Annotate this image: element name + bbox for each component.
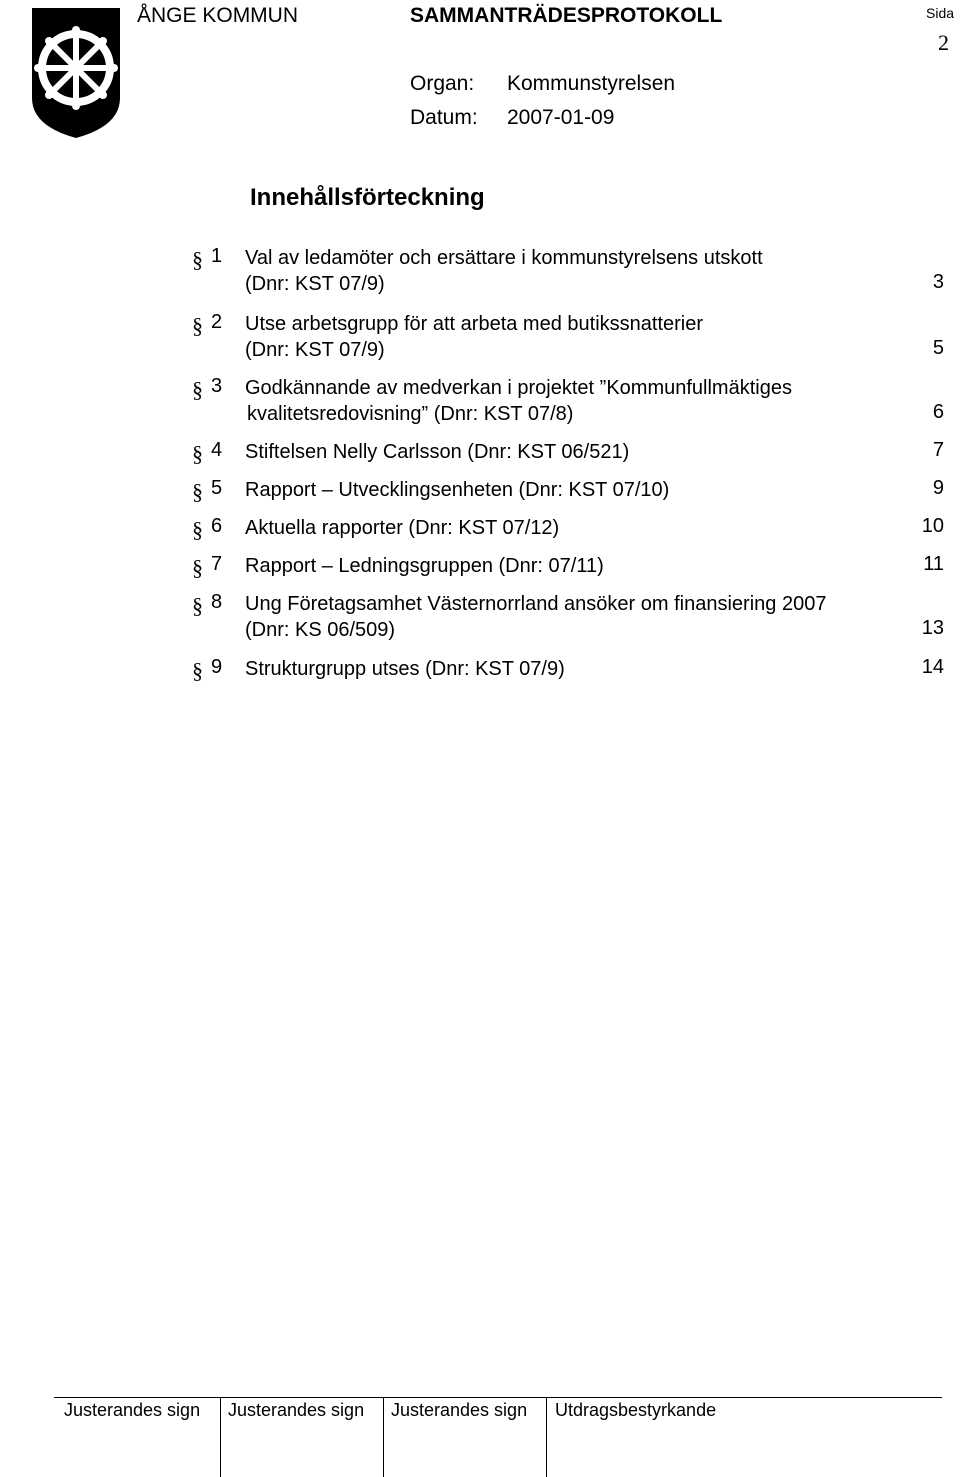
toc-item-page: 3 — [932, 271, 944, 293]
toc-item-number: 9 — [211, 656, 223, 678]
toc-item-title — [245, 439, 629, 465]
toc-item-page: 7 — [932, 439, 944, 461]
toc-item-number: 1 — [211, 245, 223, 267]
toc-item-title — [245, 245, 763, 297]
toc-title: Innehållsförteckning — [250, 184, 485, 211]
paragraph-symbol: § — [192, 658, 203, 683]
footer-divider — [220, 1397, 221, 1477]
footer-sign-label: Justerandes sign — [228, 1400, 365, 1420]
document-type: SAMMANTRÄDESPROTOKOLL — [410, 4, 723, 27]
footer-divider — [383, 1397, 384, 1477]
toc-item-title-line: Godkännande av medverkan i projektet ”Kommunfullmäktiges — [245, 377, 792, 399]
footer-sign-label: Justerandes sign — [391, 1400, 528, 1420]
paragraph-symbol: § — [192, 593, 203, 618]
toc-item-title — [245, 375, 792, 427]
organ-value: Kommunstyrelsen — [507, 72, 676, 95]
page-label: Sida — [926, 5, 955, 21]
toc-item-page: 10 — [921, 515, 944, 537]
toc-item-page: 14 — [921, 656, 944, 678]
toc-item-number: 2 — [211, 311, 223, 333]
page-number: 2 — [938, 30, 949, 55]
toc-item-title-line: Aktuella rapporter (Dnr: KST 07/12) — [245, 517, 560, 539]
toc-item-page: 9 — [932, 477, 944, 499]
toc-item-title — [245, 515, 559, 541]
toc-item-title-line: (Dnr: KST 07/9) — [245, 339, 385, 361]
toc-item-title-line: Rapport – Utvecklingsenheten (Dnr: KST 07/10) — [245, 479, 670, 501]
date-label: Datum: — [410, 106, 478, 129]
footer-certification-label: Utdragsbestyrkande — [555, 1400, 717, 1420]
toc-item-title-line: Strukturgrupp utses (Dnr: KST 07/9) — [245, 658, 565, 680]
toc-item-number: 8 — [211, 591, 223, 613]
paragraph-symbol: § — [192, 555, 203, 580]
footer-divider — [546, 1397, 547, 1477]
paragraph-symbol: § — [192, 313, 203, 338]
toc-item-title — [245, 656, 565, 682]
toc-item-title-line: (Dnr: KS 06/509) — [245, 619, 396, 641]
coat-of-arms-icon — [30, 2, 122, 140]
toc-item-page: 13 — [921, 617, 944, 639]
toc-item-number: 4 — [211, 439, 223, 461]
toc-item-title — [245, 591, 826, 643]
footer-rule — [54, 1397, 942, 1398]
date-value: 2007-01-09 — [507, 106, 615, 129]
toc-item-title-line: Rapport – Ledningsgruppen (Dnr: 07/11) — [245, 555, 604, 577]
paragraph-symbol: § — [192, 479, 203, 504]
paragraph-symbol: § — [192, 377, 203, 402]
toc-item-title — [245, 311, 703, 363]
toc-item-title-line: Utse arbetsgrupp för att arbeta med butikssnatterier — [245, 313, 704, 335]
toc-item-title-line: Ung Företagsamhet Västernorrland ansöker om finansiering 2007 — [245, 593, 827, 615]
paragraph-symbol: § — [192, 441, 203, 466]
paragraph-symbol: § — [192, 247, 203, 272]
toc-item-page: 5 — [932, 337, 944, 359]
toc-item-title-line: (Dnr: KST 07/9) — [245, 273, 385, 295]
toc-item-number: 6 — [211, 515, 223, 537]
toc-item-title — [245, 553, 604, 579]
toc-item-number: 7 — [211, 553, 223, 575]
toc-item-title — [245, 477, 669, 503]
footer-sign-label: Justerandes sign — [64, 1400, 201, 1420]
toc-item-title-line: Val av ledamöter och ersättare i kommunstyrelsens utskott — [245, 247, 763, 269]
organ-label: Organ: — [410, 72, 475, 95]
toc-item-number: 3 — [211, 375, 223, 397]
paragraph-symbol: § — [192, 517, 203, 542]
municipality-name: ÅNGE KOMMUN — [137, 4, 299, 27]
toc-item-page: 11 — [923, 553, 944, 575]
toc-item-title-line: kvalitetsredovisning” (Dnr: KST 07/8) — [247, 403, 574, 425]
toc-item-title-line: Stiftelsen Nelly Carlsson (Dnr: KST 06/521) — [245, 441, 630, 463]
toc-item-page: 6 — [932, 401, 944, 423]
toc-item-number: 5 — [211, 477, 223, 499]
